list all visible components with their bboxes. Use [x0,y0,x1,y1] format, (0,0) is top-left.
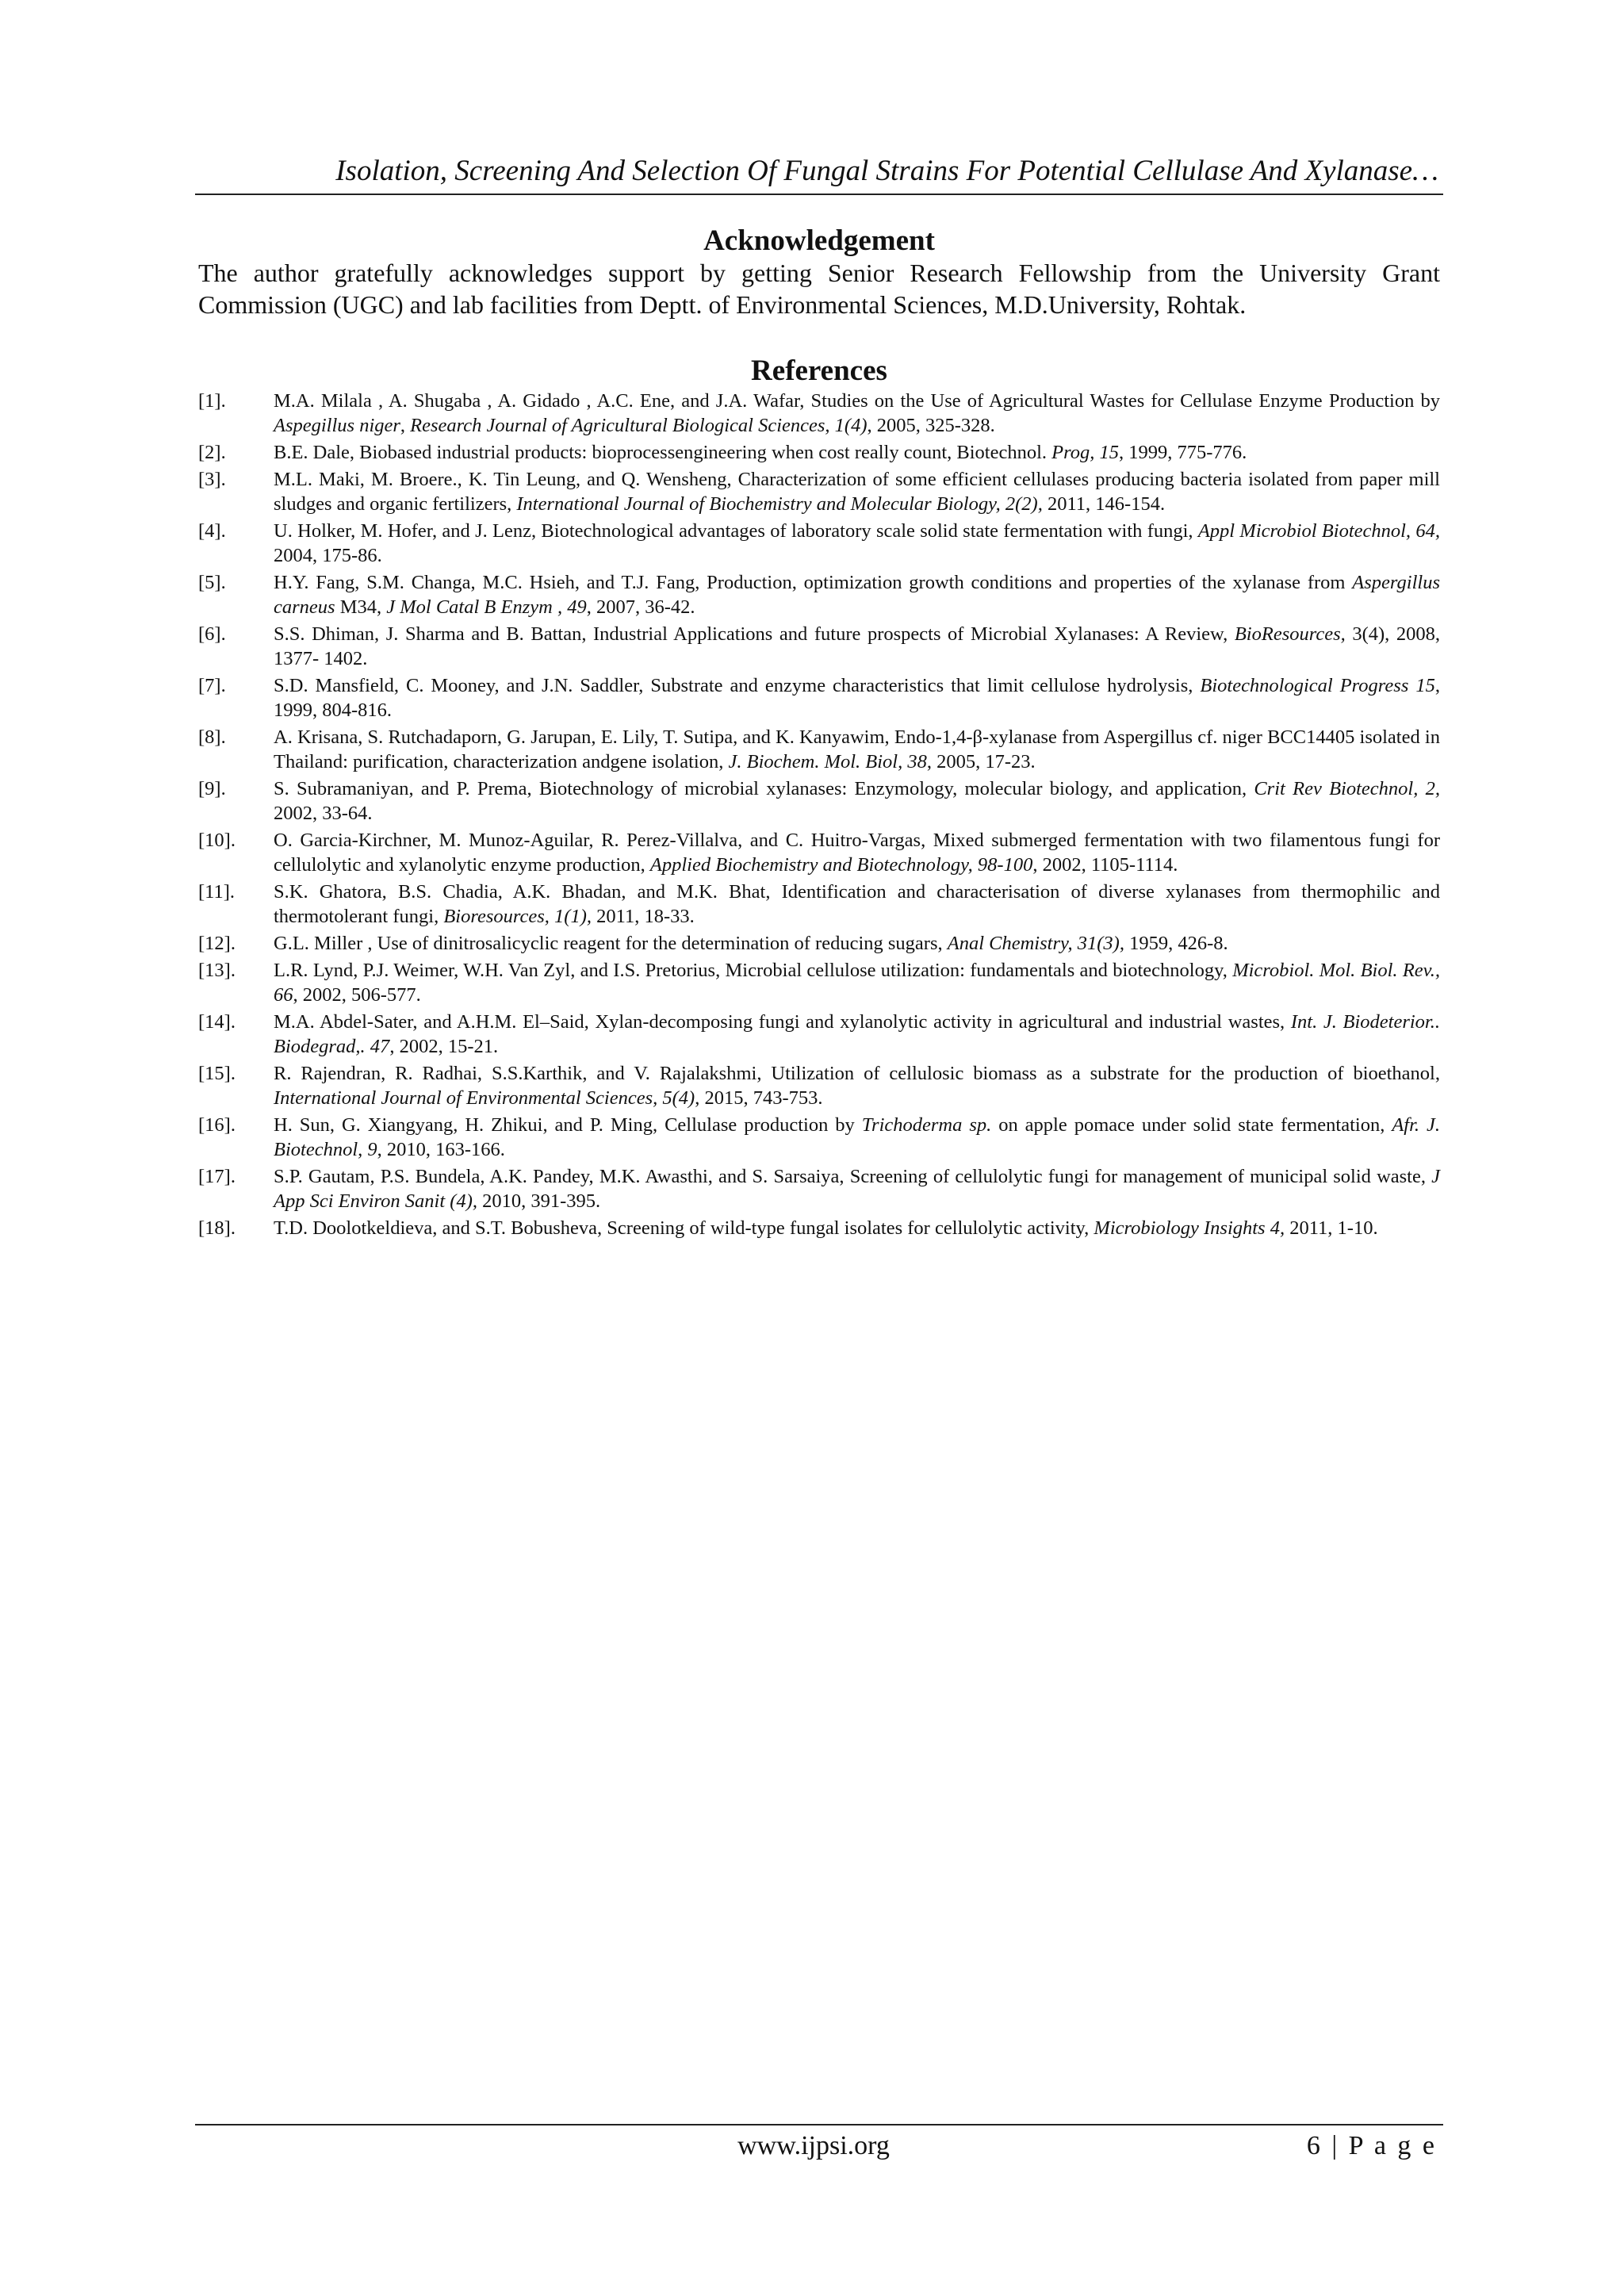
reference-number: [8]. [198,726,226,748]
reference-segment: 2002, 33-64. [274,803,373,824]
reference-segment: M.A. Abdel-Sater, and A.H.M. El–Said, Xylan-decomposing fungi and xylanolytic activity in agricultural and industrial wastes, [274,1011,1291,1033]
reference-italic-segment: J. Biochem. Mol. Biol, 38 [728,751,927,772]
reference-segment: , 2002, 15-21. [389,1036,499,1057]
reference-segment: L.R. Lynd, P.J. Weimer, W.H. Van Zyl, and I.S. Pretorius, Microbial cellulose utilization: fundamentals and biotechnology, [274,960,1233,981]
reference-segment: 2011, 1-10. [1285,1217,1378,1239]
reference-italic-segment: J Mol Catal B Enzym , 49 [386,596,587,618]
reference-segment: U. Holker, M. Hofer, and J. Lenz, Biotechnological advantages of laboratory scale solid state fermentation with fungi, [274,520,1198,542]
reference-item [198,931,1440,956]
reference-italic-segment: Research Journal of Agricultural Biological Sciences, 1(4) [410,415,868,436]
reference-italic-segment: Microbiology Insights 4, [1094,1217,1285,1239]
footer-rule [195,2124,1443,2125]
reference-text [274,1217,1378,1239]
reference-number: [7]. [198,675,226,696]
reference-item [198,570,1440,619]
reference-number: [17]. [198,1166,236,1187]
page-number: 6 | P a g e [1306,2131,1437,2160]
reference-segment: M34, [335,596,387,618]
reference-segment: H. Sun, G. Xiangyang, H. Zhikui, and P. Ming, Cellulase production by [274,1114,862,1136]
reference-list [198,389,1440,1243]
reference-segment: 2011, 18-33. [592,906,695,927]
reference-item [198,622,1440,671]
reference-text [274,778,1440,824]
reference-number: [15]. [198,1063,236,1084]
reference-segment: 3(4), 2008, 1377- 1402. [274,623,1440,669]
reference-segment: S.D. Mansfield, C. Mooney, and J.N. Saddler, Substrate and enzyme characteristics that limit cellulose hydrolysis, [274,675,1201,696]
reference-italic-segment: J App Sci Environ Sanit (4), [274,1166,1440,1212]
reference-segment: , 2002, 506-577. [293,984,421,1006]
reference-segment: M.L. Maki, M. Broere., K. Tin Leung, and Q. Wensheng, Characterization of some efficient cellulases producing bacteria isolated from paper mill sludges and organic fertilizers, [274,469,1440,515]
reference-segment: , 2002, 1105-1114. [1032,854,1178,876]
reference-segment: B.E. Dale, Biobased industrial products: bioprocessengineering when cost really count, Biotechnol. [274,442,1052,463]
reference-segment: H.Y. Fang, S.M. Changa, M.C. Hsieh, and T.J. Fang, Production, optimization growth conditions and properties of the xylanase from [274,572,1353,593]
reference-segment: , [400,415,411,436]
reference-text [274,675,1440,721]
reference-number: [1]. [198,390,226,412]
reference-segment: , 2015, 743-753. [695,1087,823,1109]
reference-segment: T.D. Doolotkeldieva, and S.T. Bobusheva, Screening of wild-type fungal isolates for cellulolytic activity, [274,1217,1094,1239]
reference-text [274,520,1440,566]
reference-number: [9]. [198,778,226,799]
reference-segment: on apple pomace under solid state fermentation, [991,1114,1392,1136]
reference-text [274,830,1440,876]
reference-segment: , 1999, 775-776. [1118,442,1247,463]
reference-segment: , 2005, 325-328. [867,415,995,436]
reference-italic-segment: Applied Biochemistry and Biotechnology, 98-100 [649,854,1033,876]
reference-text [274,469,1440,515]
reference-segment: O. Garcia-Kirchner, M. Munoz-Aguilar, R. Perez-Villalva, and C. Huitro-Vargas, Mixed submerged fermentation with two filamentous fungi for cellulolytic and xylanolytic enzyme production, [274,830,1440,876]
reference-item [198,725,1440,774]
reference-number: [12]. [198,933,236,954]
reference-italic-segment: Int. J. Biodeterior.. Biodegrad,. 47 [274,1011,1441,1057]
reference-item [198,673,1440,723]
reference-italic-segment: Anal Chemistry, 31(3), [947,933,1124,954]
reference-segment: , 2005, 17-23. [926,751,1036,772]
reference-number: [10]. [198,830,236,851]
reference-segment: R. Rajendran, R. Radhai, S.S.Karthik, and V. Rajalakshmi, Utilization of cellulosic biomass as a substrate for the production of bioethanol, [274,1063,1440,1084]
reference-segment: G.L. Miller , Use of dinitrosalicyclic reagent for the determination of reducing sugars, [274,933,948,954]
reference-segment: S.P. Gautam, P.S. Bundela, A.K. Pandey, M.K. Awasthi, and S. Sarsaiya, Screening of cellulolytic fungi for management of municipal solid waste, [274,1166,1432,1187]
reference-italic-segment: BioResources, [1234,623,1346,645]
acknowledgement-title: Acknowledgement [703,224,935,257]
reference-segment: , 2007, 36-42. [586,596,695,618]
reference-segment: 2004, 175-86. [274,545,382,566]
reference-italic-segment: Trichoderma sp. [861,1114,992,1136]
footer-url: www.ijpsi.org [737,2131,890,2160]
reference-item [198,519,1440,568]
reference-number: [16]. [198,1114,236,1136]
reference-text [274,1063,1440,1109]
reference-number: [3]. [198,469,226,490]
reference-italic-segment: Afr. J. Biotechnol, 9 [274,1114,1440,1160]
reference-text [274,442,1247,463]
reference-segment: 2011, 146-154. [1042,493,1166,515]
reference-number: [11]. [198,881,236,903]
reference-text [274,933,1228,954]
reference-text [274,390,1440,436]
reference-item [198,1010,1440,1059]
reference-item [198,880,1440,929]
reference-number: [2]. [198,442,226,463]
reference-italic-segment: Aspergillus carneus [274,572,1440,618]
reference-text [274,726,1440,772]
reference-italic-segment: Prog, 15 [1051,442,1119,463]
reference-number: [13]. [198,960,236,981]
reference-italic-segment: Appl Microbiol Biotechnol, 64, [1197,520,1440,542]
reference-item [198,828,1440,877]
reference-segment: S.K. Ghatora, B.S. Chadia, A.K. Bhadan, and M.K. Bhat, Identification and characterisation of diverse xylanases from thermophilic and thermotolerant fungi, [274,881,1440,927]
reference-segment: 1959, 426-8. [1124,933,1228,954]
reference-item [198,389,1440,438]
running-header: Isolation, Screening And Selection Of Fungal Strains For Potential Cellulase And Xylanase… [335,155,1438,187]
reference-text [274,1166,1440,1212]
reference-segment: S.S. Dhiman, J. Sharma and B. Battan, Industrial Applications and future prospects of Microbial Xylanases: A Review, [274,623,1235,645]
reference-italic-segment: Aspegillus niger [274,415,400,436]
reference-text [274,960,1440,1006]
header-rule [195,194,1443,195]
reference-number: [4]. [198,520,226,542]
reference-text [274,572,1440,618]
reference-segment: , 1999, 804-816. [274,675,1440,721]
reference-item [198,1061,1440,1110]
reference-italic-segment: International Journal of Environmental Sciences, 5(4) [274,1087,695,1109]
reference-number: [5]. [198,572,226,593]
reference-italic-segment: Biotechnological Progress 15 [1200,675,1435,696]
reference-segment: M.A. Milala , A. Shugaba , A. Gidado , A.C. Ene, and J.A. Wafar, Studies on the Use of Agricultural Wastes for Cellulase Enzyme Production by [274,390,1440,412]
reference-text [274,881,1440,927]
reference-text [274,1011,1440,1057]
reference-italic-segment: Microbiol. Mol. Biol. Rev., 66 [274,960,1440,1006]
reference-segment: 2010, 391-395. [477,1190,601,1212]
reference-item [198,467,1440,516]
reference-segment: , 2010, 163-166. [377,1139,505,1160]
reference-number: [14]. [198,1011,236,1033]
reference-item [198,1216,1440,1240]
reference-item [198,1164,1440,1213]
references-title: References [751,355,887,387]
reference-item [198,776,1440,826]
reference-item [198,958,1440,1007]
reference-italic-segment: International Journal of Biochemistry and Molecular Biology, 2(2), [516,493,1043,515]
reference-text [274,623,1440,669]
reference-item [198,1113,1440,1162]
reference-segment: S. Subramaniyan, and P. Prema, Biotechnology of microbial xylanases: Enzymology, molecular biology, and application, [274,778,1254,799]
reference-item [198,440,1440,465]
acknowledgement-body: The author gratefully acknowledges support by getting Senior Research Fellowship from the University Grant Commission (UGC) and lab facilities from Deptt. of Environmental Sciences, M.D.University, Rohtak. [198,259,1440,319]
reference-italic-segment: Crit Rev Biotechnol, 2, [1254,778,1440,799]
reference-number: [18]. [198,1217,236,1239]
reference-number: [6]. [198,623,226,645]
reference-italic-segment: Bioresources, 1(1), [443,906,592,927]
reference-text [274,1114,1440,1160]
reference-segment: A. Krisana, S. Rutchadaporn, G. Jarupan, E. Lily, T. Sutipa, and K. Kanyawim, Endo-1,4-β-xylanase from Aspergillus cf. niger BCC14405 isolated in Thailand: purification, characterization andgene isolation, [274,726,1440,772]
